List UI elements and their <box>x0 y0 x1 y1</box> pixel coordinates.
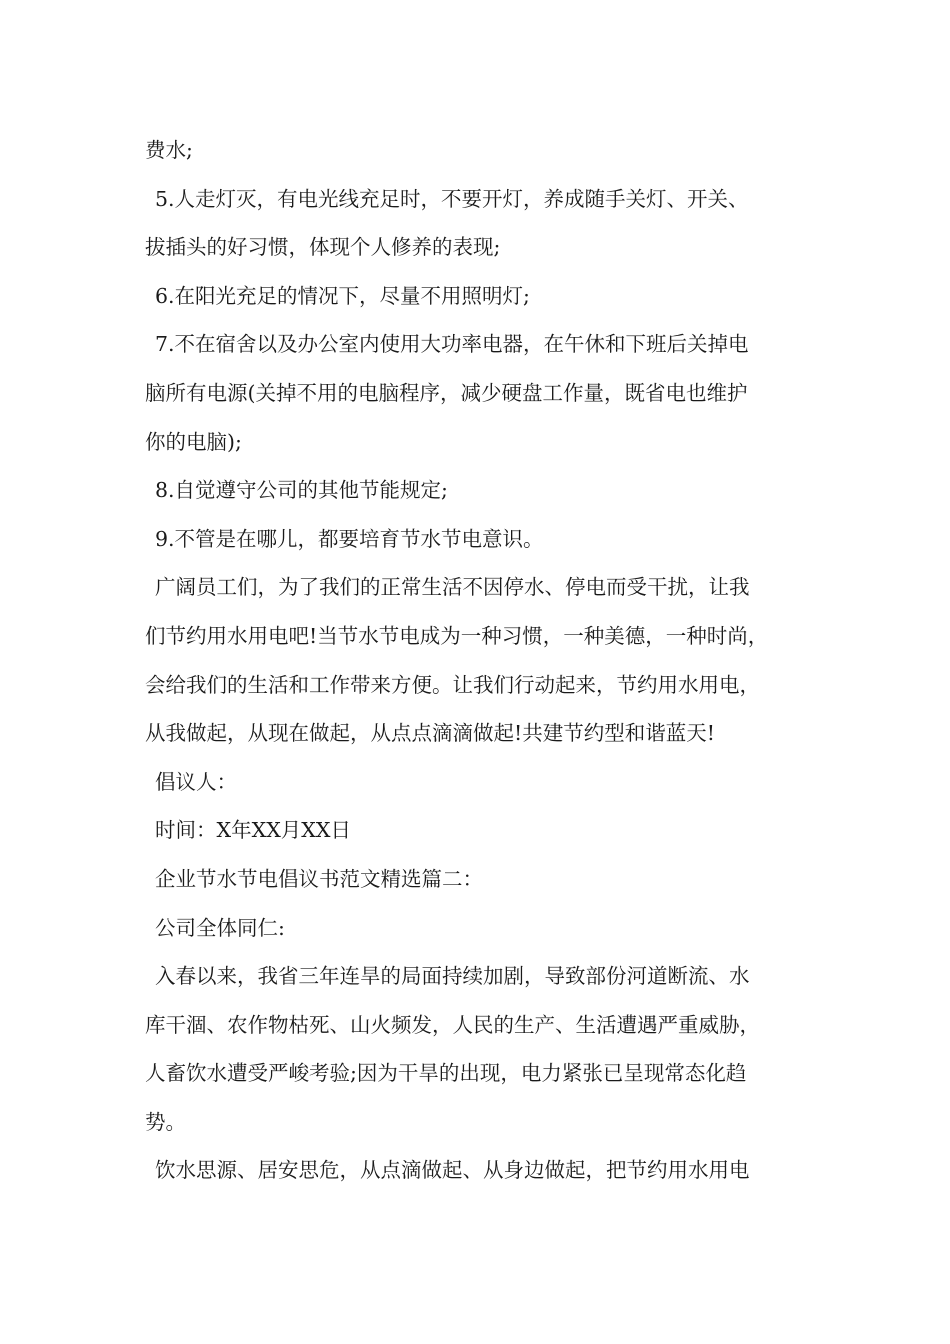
text-line: 拔插头的好习惯，体现个人修养的表现; <box>145 235 501 260</box>
text-line: 库干涸、农作物枯死、山火频发，人民的生产、生活遭遇严重威胁， <box>145 1012 760 1037</box>
document-body <box>145 126 825 1195</box>
signatory-label: 倡议人： <box>155 769 237 794</box>
text-line: 入春以来，我省三年连旱的局面持续加剧，导致部份河道断流、水 <box>155 964 750 989</box>
text-line: 势。 <box>145 1109 186 1134</box>
text-line: 5.人走灯灭，有电光线充足时，不要开灯，养成随手关灯、开关、 <box>155 186 749 211</box>
text-line: 广阔员工们，为了我们的正常生活不因停水、停电而受干扰，让我 <box>155 575 750 600</box>
text-line: 人畜饮水遭受严峻考验;因为干旱的出现，电力紧张已呈现常态化趋 <box>145 1061 747 1086</box>
text-line: 6.在阳光充足的情况下，尽量不用照明灯; <box>155 283 530 308</box>
text-line: 你的电脑); <box>145 429 242 454</box>
text-line: 脑所有电源(关掉不用的电脑程序，减少硬盘工作量，既省电也维护 <box>145 380 748 405</box>
text-line: 7.不在宿舍以及办公室内使用大功率电器，在午休和下班后关掉电 <box>155 332 749 357</box>
text-line: 8.自觉遵守公司的其他节能规定; <box>155 478 448 503</box>
date-line: 时间：X年XX月XX日 <box>155 818 351 843</box>
section-heading: 企业节水节电倡议书范文精选篇二： <box>155 866 483 891</box>
text-line: 费水; <box>145 138 193 162</box>
salutation: 公司全体同仁: <box>155 915 285 940</box>
text-line: 会给我们的生活和工作带来方便。让我们行动起来，节约用水用电， <box>145 672 760 697</box>
text-line: 从我做起，从现在做起，从点点滴滴做起!共建节约型和谐蓝天! <box>145 721 715 746</box>
text-line: 饮水思源、居安思危，从点滴做起、从身边做起，把节约用水用电 <box>155 1158 750 1183</box>
text-line: 们节约用水用电吧!当节水节电成为一种习惯，一种美德，一种时尚， <box>145 623 769 648</box>
text-line: 9.不管是在哪儿，都要培育节水节电意识。 <box>155 526 544 551</box>
